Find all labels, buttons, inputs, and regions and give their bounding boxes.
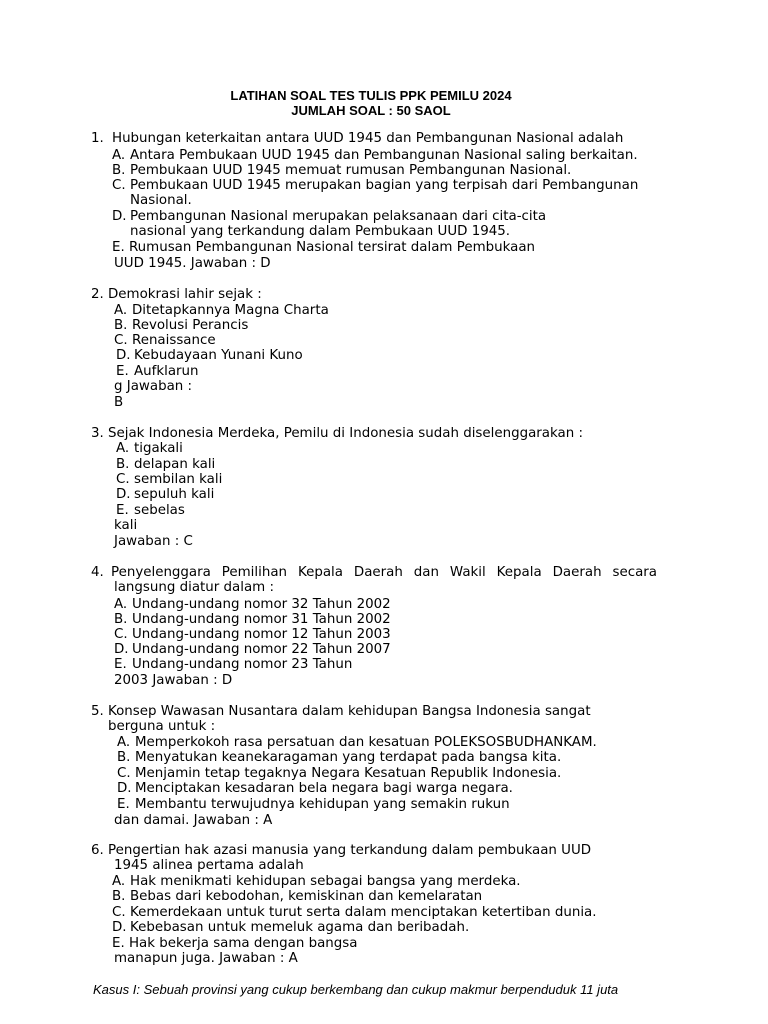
question-number: 3. [91, 426, 104, 441]
option-letter: C. [117, 766, 131, 781]
option-letter: D. [116, 348, 131, 363]
option-letter: B. [117, 750, 131, 765]
option-letter: C. [116, 472, 130, 487]
option-letter: B. [112, 889, 126, 904]
option-text: sebelas [134, 503, 185, 518]
option-letter: C. [114, 627, 128, 642]
question-number: 5. [91, 704, 104, 719]
option-text: Ditetapkannya Magna Charta [132, 303, 329, 318]
option-text: sepuluh kali [134, 487, 215, 502]
question-stem: Sejak Indonesia Merdeka, Pemilu di Indonesia sudah diselenggarakan : [108, 426, 583, 441]
question-stem: Konsep Wawasan Nusantara dalam kehidupan Bangsa Indonesia sangat [108, 704, 591, 719]
option-letter: C. [112, 905, 126, 920]
option-text: Aufklarun [134, 364, 199, 379]
question-stem: Hubungan keterkaitan antara UUD 1945 dan Pembangunan Nasional adalah [112, 131, 624, 146]
case-intro-footer: Kasus I: Sebuah provinsi yang cukup berkembang dan cukup makmur berpenduduk 11 juta [93, 982, 619, 997]
option-letter: D. [116, 487, 131, 502]
option-text: Pembangunan Nasional merupakan pelaksanaan dari cita-cita [130, 209, 547, 224]
question-number: 6. [91, 843, 104, 858]
question-stem: Pengertian hak azasi manusia yang terkandung dalam pembukaan UUD [108, 843, 592, 858]
option-letter: B. [114, 318, 128, 333]
option-letter: E. [114, 657, 127, 672]
answer-line: manapun juga. Jawaban : A [114, 951, 298, 966]
answer-line: g Jawaban : [114, 379, 193, 394]
option-text: Kemerdekaan untuk turut serta dalam menciptakan ketertiban dunia. [130, 905, 597, 920]
option-letter: A. [114, 597, 128, 612]
question-stem: Demokrasi lahir sejak : [108, 287, 262, 302]
option-text: Menyatukan keanekaragaman yang terdapat pada bangsa kita. [135, 750, 562, 765]
option-text: E. Hak bekerja sama dengan bangsa [112, 936, 358, 951]
option-text: Revolusi Perancis [132, 318, 249, 333]
option-text: Membantu terwujudnya kehidupan yang semakin rukun [135, 797, 510, 812]
option-text: E. Rumusan Pembangunan Nasional tersirat dalam Pembukaan [112, 240, 536, 255]
option-text: Renaissance [132, 333, 216, 348]
question-stem: berguna untuk : [108, 719, 216, 734]
option-letter: D. [114, 642, 129, 657]
option-text: delapan kali [134, 457, 216, 472]
option-text: sembilan kali [134, 472, 223, 487]
option-text: kali [114, 518, 138, 533]
option-text: tigakali [134, 441, 183, 456]
option-text: Nasional. [130, 193, 192, 208]
option-text: Memperkokoh rasa persatuan dan kesatuan POLEKSOSBUDHANKAM. [135, 735, 597, 750]
option-letter: E. [117, 797, 130, 812]
option-text: Undang-undang nomor 23 Tahun [132, 657, 353, 672]
option-letter: B. [112, 163, 126, 178]
option-letter: D. [117, 781, 132, 796]
question-number: 2. [91, 287, 104, 302]
option-letter: B. [116, 457, 130, 472]
option-text: Antara Pembukaan UUD 1945 dan Pembangunan Nasional saling berkaitan. [130, 148, 638, 163]
question-number: 4. [91, 565, 104, 580]
option-letter: A. [114, 303, 128, 318]
option-letter: B. [114, 612, 128, 627]
option-text: Menciptakan kesadaran bela negara bagi warga negara. [135, 781, 513, 796]
question-stem: langsung diatur dalam : [114, 580, 274, 595]
option-text: Bebas dari kebodohan, kemiskinan dan kemelaratan [130, 889, 483, 904]
option-text: Hak menikmati kehidupan sebagai bangsa yang merdeka. [130, 874, 521, 889]
option-text: Pembukaan UUD 1945 merupakan bagian yang terpisah dari Pembangunan [130, 178, 639, 193]
document-title: LATIHAN SOAL TES TULIS PPK PEMILU 2024 [230, 88, 512, 103]
answer-line: dan damai. Jawaban : A [114, 813, 273, 828]
question-number: 1. [91, 131, 104, 146]
answer-line: 2003 Jawaban : D [114, 673, 233, 688]
answer-line: UUD 1945. Jawaban : D [114, 256, 271, 271]
option-text: Kebudayaan Yunani Kuno [134, 348, 303, 363]
question-stem: 1945 alinea pertama adalah [114, 858, 304, 873]
option-letter: D. [112, 209, 127, 224]
option-text: Undang-undang nomor 31 Tahun 2002 [132, 612, 391, 627]
option-letter: D. [112, 920, 127, 935]
option-text: Undang-undang nomor 12 Tahun 2003 [132, 627, 391, 642]
option-letter: E. [116, 503, 129, 518]
option-letter: C. [112, 178, 126, 193]
option-letter: A. [112, 148, 126, 163]
option-text: Undang-undang nomor 32 Tahun 2002 [132, 597, 391, 612]
option-text: nasional yang terkandung dalam Pembukaan UUD 1945. [130, 224, 511, 239]
option-text: Menjamin tetap tegaknya Negara Kesatuan Republik Indonesia. [135, 766, 562, 781]
document-subtitle: JUMLAH SOAL : 50 SAOL [291, 103, 451, 118]
question-stem: Penyelenggara Pemilihan Kepala Daerah dan Wakil Kepala Daerah secara [111, 565, 657, 580]
option-text: Pembukaan UUD 1945 memuat rumusan Pembangunan Nasional. [130, 163, 572, 178]
answer-line: Jawaban : C [114, 534, 193, 549]
option-letter: C. [114, 333, 128, 348]
option-letter: A. [117, 735, 131, 750]
option-text: Kebebasan untuk memeluk agama dan beribadah. [130, 920, 470, 935]
option-letter: E. [116, 364, 129, 379]
option-letter: A. [112, 874, 126, 889]
option-text: Undang-undang nomor 22 Tahun 2007 [132, 642, 391, 657]
answer-line: B [114, 395, 124, 410]
option-letter: A. [116, 441, 130, 456]
